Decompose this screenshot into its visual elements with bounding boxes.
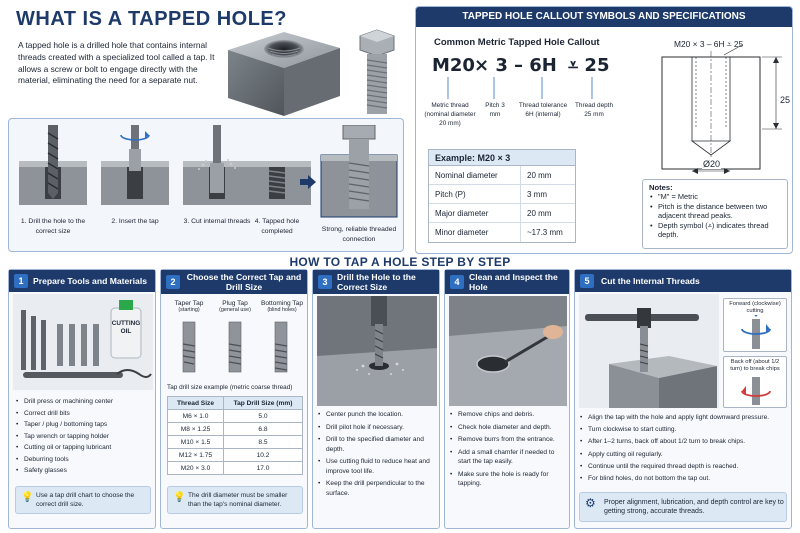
step-bullet: • Turn clockwise to start cutting.: [579, 424, 789, 436]
step-panel-5: [574, 269, 792, 529]
tap-type-bottoming: [259, 300, 305, 313]
example-key: Major diameter: [429, 204, 521, 222]
process-step-caption: 4. Tapped hole completed: [254, 218, 300, 235]
step-bullet: • Use cutting fluid to reduce heat and improve tool life.: [317, 457, 439, 476]
table-row: [168, 462, 303, 475]
step-title: Prepare Tools and Materials: [33, 276, 147, 286]
step-panel-2: [160, 269, 308, 529]
example-row: [429, 204, 575, 223]
table-cell: 8.5: [224, 436, 303, 449]
drilling-image: [317, 296, 437, 406]
step-bullet: • Tap wrench or tapping holder: [15, 431, 153, 443]
tip-box: [15, 486, 151, 514]
thread-drawing: [652, 33, 790, 181]
table-header-row: [168, 397, 303, 410]
example-key: Pitch (P): [429, 185, 521, 203]
tip-box: [579, 492, 787, 522]
process-step-drill: [17, 125, 89, 249]
lightbulb-icon: 💡: [21, 492, 34, 503]
tip-text: The drill diameter must be smaller than the tap's nominal diameter.: [188, 492, 288, 508]
callout-label-tolerance: Thread tolerance 6H (internal): [518, 102, 568, 118]
step-bullet: • Add a small chamfer if needed to start the tap easily.: [449, 448, 569, 467]
step-header: [445, 270, 569, 294]
table-cell: M8 × 1.25: [168, 423, 224, 436]
process-result-bolt-in-hole: [319, 125, 399, 249]
gear-icon: ⚙: [585, 496, 596, 510]
example-title: Example: M20 × 3: [429, 150, 575, 166]
step-header: [161, 270, 307, 294]
step-bullet: • Correct drill bits: [15, 408, 153, 420]
table-row: [168, 423, 303, 436]
table-cell: 10.2: [224, 449, 303, 462]
step-title: Cut the Internal Threads: [601, 276, 700, 286]
inspect-image: [449, 296, 567, 406]
step-bullet: • Safety glasses: [15, 465, 153, 477]
tapped-block-image: [222, 26, 342, 118]
step-number-badge: 4: [450, 275, 464, 289]
callout-label-metric: Metric thread (nominal diameter 20 mm): [424, 102, 476, 127]
clockwise-arrow-icon: [724, 315, 788, 353]
tap-type-taper: [169, 300, 209, 313]
callout-leader-lines: [416, 75, 636, 103]
drill-size-table: [167, 396, 303, 475]
tap-wrench-image: [579, 294, 719, 408]
lightbulb-icon: 💡: [173, 492, 186, 503]
example-value: 20 mm: [527, 209, 552, 218]
tip-text: Proper alignment, lubrication, and depth control are key to getting strong, accurate threads.: [604, 499, 784, 515]
step-bullets: [449, 410, 569, 492]
callout-symbol-pitch: × 3: [474, 55, 508, 76]
example-key: Nominal diameter: [429, 166, 521, 184]
step-title: Clean and Inspect the Hole: [469, 272, 558, 292]
forward-cutting-box: [723, 298, 787, 352]
process-result-caption: Strong, reliable threaded connection: [321, 226, 397, 243]
step-bullets: [15, 396, 153, 477]
step-bullet: • Taper / plug / bottoming taps: [15, 419, 153, 431]
step-bullet: • After 1–2 turns, back off about 1/2 turn to break chips.: [579, 436, 789, 448]
cutting-oil-label: CUTTING OIL: [111, 320, 141, 335]
tools-image: [13, 294, 153, 390]
table-cell: M6 × 1.0: [168, 410, 224, 423]
callout-symbol-depth: ⩡ 25: [568, 55, 610, 76]
process-strip: [8, 118, 404, 252]
step-title: Choose the Correct Tap and Drill Size: [186, 272, 302, 292]
step-bullet: • Apply cutting oil regularly.: [579, 449, 789, 461]
step-number-badge: 2: [166, 275, 180, 289]
bolt-image: [352, 28, 402, 118]
drill-table-caption: Tap drill size example (metric coarse thread): [167, 384, 293, 391]
tip-text: Use a tap drill chart to choose the correct drill size.: [36, 492, 135, 508]
notes-box: [642, 179, 788, 249]
intro-section: [0, 0, 410, 118]
step-panel-4: [444, 269, 570, 529]
table-row: [168, 436, 303, 449]
intro-text: A tapped hole is a drilled hole that contains internal threads created with a specialized tool called a tap. It allows a screw or bolt to engage directly with the material, eliminating the need for a separate nut.: [18, 40, 215, 86]
drawing-callout-label: M20 × 3 – 6H ⩡ 25: [674, 39, 744, 49]
how-to-title: HOW TO TAP A HOLE STEP BY STEP: [289, 255, 511, 269]
process-step-caption: 2. Insert the tap: [111, 218, 159, 225]
step-panel-3: [312, 269, 440, 529]
note-item: • "M" = Metric: [649, 192, 781, 202]
step-header: [9, 270, 155, 292]
tap-sub: (blind holes): [267, 307, 297, 313]
process-step-insert-tap: [99, 125, 171, 249]
callout-panel: [415, 6, 793, 254]
tap-name: Plug Tap: [222, 300, 248, 307]
example-key: Minor diameter: [429, 223, 521, 242]
step-title: Drill the Hole to the Correct Size: [337, 272, 416, 292]
process-step-caption: 3. Cut internal threads: [183, 218, 251, 225]
tap-name: Bottoming Tap: [260, 300, 304, 307]
step-bullet: • Remove chips and debris.: [449, 410, 569, 420]
step-header: [313, 270, 439, 294]
example-value: 20 mm: [527, 171, 552, 180]
table-row: [168, 449, 303, 462]
table-header: Tap Drill Size (mm): [224, 397, 303, 410]
callout-symbol-m20: M20: [432, 55, 475, 76]
step-bullet: • Drill to the specified diameter and depth.: [317, 435, 439, 454]
callout-subtitle: Common Metric Tapped Hole Callout: [434, 37, 600, 48]
example-value: ~17.3 mm: [527, 228, 563, 237]
table-row: [168, 410, 303, 423]
table-cell: M12 × 1.75: [168, 449, 224, 462]
counterclockwise-arrow-icon: [724, 377, 788, 407]
callout-header: TAPPED HOLE CALLOUT SYMBOLS AND SPECIFICATIONS: [416, 7, 792, 27]
back-off-label: Back off (about 1/2 turn) to break chips: [730, 359, 780, 372]
table-cell: M10 × 1.5: [168, 436, 224, 449]
page-title: WHAT IS A TAPPED HOLE?: [16, 8, 287, 30]
note-item: • Depth symbol (⩡) indicates thread depth.: [649, 221, 781, 240]
forward-cutting-label: Forward (clockwise) cutting: [729, 301, 781, 314]
step-number-badge: 1: [14, 274, 28, 288]
step-bullet: • Remove burrs from the entrance.: [449, 435, 569, 445]
notes-title: Notes:: [649, 183, 673, 192]
arrow-right-icon: [300, 175, 316, 189]
callout-symbol-tolerance: – 6H: [514, 55, 557, 76]
callout-label-depth: Thread depth 25 mm: [574, 102, 614, 118]
example-table: [428, 149, 576, 243]
step-bullet: • Align the tap with the hole and apply light downward pressure.: [579, 412, 789, 424]
tap-name: Taper Tap: [174, 300, 204, 307]
step-panel-1: [8, 269, 156, 529]
back-off-box: [723, 356, 787, 408]
table-cell: 6.8: [224, 423, 303, 436]
drawing-diameter-label: Ø20: [703, 159, 721, 169]
table-cell: 5.0: [224, 410, 303, 423]
tap-type-plug: [215, 300, 255, 313]
table-header: Thread Size: [168, 397, 224, 410]
tap-sub: (general use): [219, 307, 251, 313]
step-bullet: • Make sure the hole is ready for tapping.: [449, 470, 569, 489]
process-step-caption: 1. Drill the hole to the correct size: [20, 218, 86, 235]
step-bullet: • Cutting oil or tapping lubricant: [15, 442, 153, 454]
note-item: • Pitch is the distance between two adjacent thread peaks.: [649, 202, 781, 221]
drawing-depth-label: 25: [780, 95, 791, 105]
step-bullets: [317, 410, 439, 501]
step-number-badge: 3: [318, 275, 332, 289]
example-row: [429, 166, 575, 185]
step-bullet: • Deburring tools: [15, 454, 153, 466]
step-bullets: [579, 412, 789, 485]
step-bullet: • Drill pilot hole if necessary.: [317, 423, 439, 433]
step-bullet: • Center punch the location.: [317, 410, 439, 420]
step-bullet: • Check hole diameter and depth.: [449, 423, 569, 433]
step-bullet: • Drill press or machining center: [15, 396, 153, 408]
example-row: [429, 185, 575, 204]
step-bullet: • Continue until the required thread depth is reached.: [579, 461, 789, 473]
table-cell: 17.0: [224, 462, 303, 475]
callout-label-pitch: Pitch 3 mm: [485, 102, 505, 118]
step-bullet: • Keep the drill perpendicular to the surface.: [317, 479, 439, 498]
step-bullet: • For blind holes, do not bottom the tap out.: [579, 473, 789, 485]
taps-image: [169, 320, 305, 376]
step-number-badge: 5: [580, 274, 594, 288]
table-cell: M20 × 3.0: [168, 462, 224, 475]
example-row: [429, 223, 575, 242]
tip-box: [167, 486, 303, 514]
example-value: 3 mm: [527, 190, 547, 199]
tap-sub: (starting): [178, 307, 200, 313]
step-header: [575, 270, 791, 292]
